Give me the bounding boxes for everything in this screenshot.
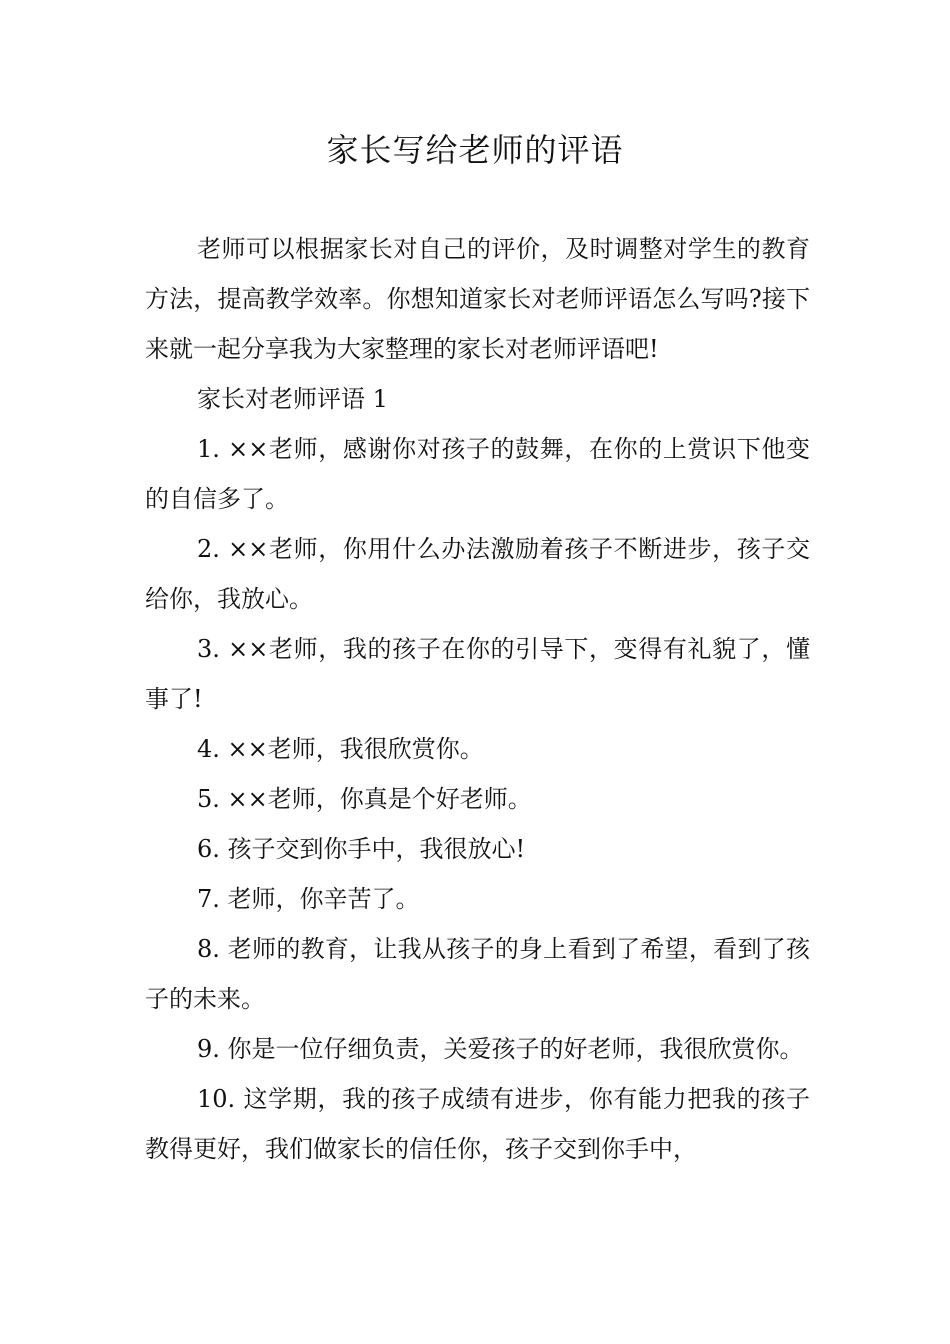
- list-item: 3. ××老师，我的孩子在你的引导下，变得有礼貌了，懂事了!: [145, 635, 810, 713]
- list-item: 6. 孩子交到你手中，我很放心!: [197, 835, 526, 863]
- list-item: 7. 老师，你辛苦了。: [197, 885, 420, 913]
- list-item: 1. ××老师，感谢你对孩子的鼓舞，在你的上赏识下他变的自信多了。: [145, 435, 810, 513]
- section-heading: 家长对老师评语 1: [197, 385, 388, 413]
- document-body: [145, 224, 810, 1174]
- list-item: 4. ××老师，我很欣赏你。: [197, 735, 484, 763]
- list-item: 5. ××老师，你真是个好老师。: [197, 785, 532, 813]
- intro-paragraph: 老师可以根据家长对自己的评价，及时调整对学生的教育方法，提高教学效率。你想知道家长对老师评语怎么写吗?接下来就一起分享我为大家整理的家长对老师评语吧!: [145, 235, 810, 363]
- document-title: 家长写给老师的评语: [326, 131, 624, 169]
- list-item: 9. 你是一位仔细负责，关爱孩子的好老师，我很欣赏你。: [197, 1035, 804, 1063]
- list-item: 10. 这学期，我的孩子成绩有进步，你有能力把我的孩子教得更好，我们做家长的信任你，孩子交到你手中，: [145, 1085, 810, 1163]
- list-item: 2. ××老师，你用什么办法激励着孩子不断进步，孩子交给你，我放心。: [145, 535, 810, 613]
- list-item: 8. 老师的教育，让我从孩子的身上看到了希望，看到了孩子的未来。: [145, 935, 810, 1013]
